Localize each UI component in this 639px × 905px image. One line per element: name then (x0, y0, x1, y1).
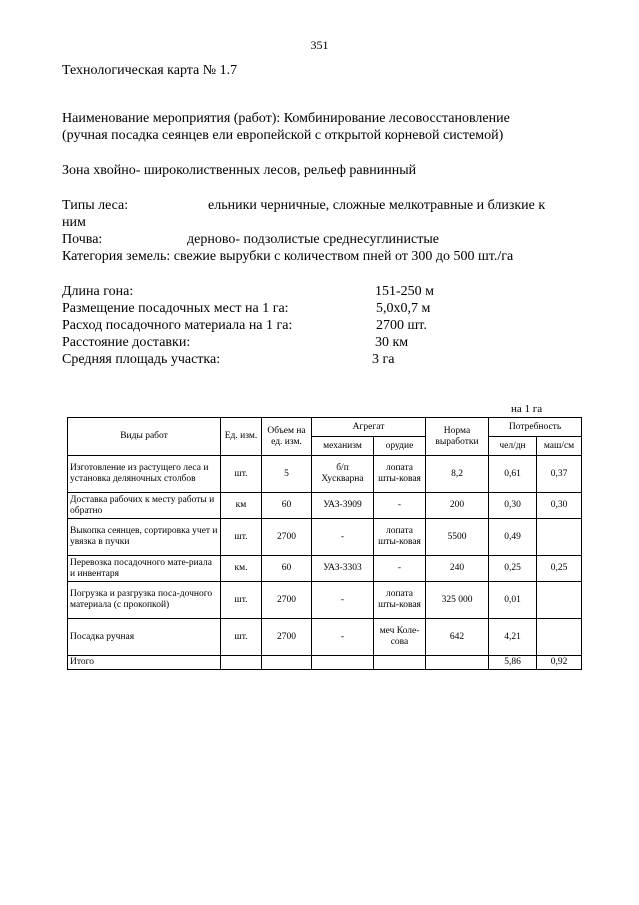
param-label: Размещение посадочных мест на 1 га: (62, 301, 289, 316)
table-row (68, 456, 582, 493)
forest-types-value-line-1: ельники черничные, сложные мелкотравные и близкие к (208, 198, 546, 213)
cell-total-label: Итого (68, 656, 221, 670)
cell-man-days: 0,25 (489, 556, 537, 582)
cell-volume: 60 (262, 493, 312, 519)
forest-types-value-line-2: ним (62, 215, 86, 230)
table-row (68, 619, 582, 656)
cell-mechanism: - (312, 619, 374, 656)
table-row (68, 582, 582, 619)
cell-machine-shifts: 0,30 (537, 493, 582, 519)
cell-unit: шт. (221, 456, 262, 493)
cell-volume: 60 (262, 556, 312, 582)
work-table (67, 417, 582, 670)
cell-man-days: 4,21 (489, 619, 537, 656)
param-value: 3 га (372, 352, 395, 367)
document-title: Технологическая карта № 1.7 (62, 63, 238, 78)
header-machine-shifts: маш/см (537, 437, 582, 456)
header-unit: Ед. изм. (221, 418, 262, 456)
cell-norm: 325 000 (426, 582, 489, 619)
cell-empty (374, 656, 426, 670)
cell-empty (312, 656, 374, 670)
header-work-types: Виды работ (68, 418, 221, 456)
param-label: Средняя площадь участка: (62, 352, 221, 367)
cell-tool: - (374, 556, 426, 582)
param-label: Расход посадочного материала на 1 га: (62, 318, 293, 333)
cell-volume: 2700 (262, 619, 312, 656)
cell-man-days: 0,49 (489, 519, 537, 556)
cell-tool: лопата шты-ковая (374, 519, 426, 556)
soil-value: дерново- подзолистые среднесуглинистые (187, 232, 439, 247)
cell-machine-shifts (537, 519, 582, 556)
cell-machine-shifts: 0,37 (537, 456, 582, 493)
header-volume: Объем на ед. изм. (262, 418, 312, 456)
event-name-line-2: (ручная посадка сеянцев ели европейской с открытой корневой системой) (62, 128, 504, 143)
cell-work: Выкопка сеянцев, сортировка учет и увязка в пучки (68, 519, 221, 556)
cell-tool: меч Коле-сова (374, 619, 426, 656)
cell-unit: км. (221, 556, 262, 582)
cell-volume: 5 (262, 456, 312, 493)
cell-mechanism: - (312, 519, 374, 556)
cell-norm: 642 (426, 619, 489, 656)
param-label: Расстояние доставки: (62, 335, 191, 350)
cell-work: Доставка рабочих к месту работы и обратно (68, 493, 221, 519)
table-row (68, 493, 582, 519)
cell-machine-shifts: 0,25 (537, 556, 582, 582)
table-row (68, 556, 582, 582)
cell-unit: шт. (221, 619, 262, 656)
header-man-days: чел/дн (489, 437, 537, 456)
param-value: 30 км (375, 335, 409, 350)
header-norm: Норма выработки (426, 418, 489, 456)
param-value: 151-250 м (375, 284, 435, 299)
param-value: 5,0х0,7 м (376, 301, 431, 316)
cell-total-man-days: 5,86 (489, 656, 537, 670)
cell-unit: км (221, 493, 262, 519)
cell-work: Изготовление из растущего леса и установка деляночных столбов (68, 456, 221, 493)
cell-norm: 200 (426, 493, 489, 519)
cell-unit: шт. (221, 582, 262, 619)
page-number: 351 (310, 38, 329, 52)
cell-volume: 2700 (262, 519, 312, 556)
cell-total-machine-shifts: 0,92 (537, 656, 582, 670)
soil-label: Почва: (62, 232, 103, 247)
header-mechanism: механизм (312, 437, 374, 456)
cell-empty (262, 656, 312, 670)
cell-mechanism: б/п Хускварна (312, 456, 374, 493)
header-tool: орудие (374, 437, 426, 456)
cell-mechanism: - (312, 582, 374, 619)
cell-empty (426, 656, 489, 670)
cell-man-days: 0,01 (489, 582, 537, 619)
cell-tool: лопата шты-ковая (374, 456, 426, 493)
cell-norm: 8,2 (426, 456, 489, 493)
cell-norm: 5500 (426, 519, 489, 556)
param-value: 2700 шт. (376, 318, 427, 333)
land-category: Категория земель: свежие вырубки с количеством пней от 300 до 500 шт./га (62, 249, 514, 264)
param-label: Длина гона: (62, 284, 134, 299)
cell-mechanism: УАЗ-3909 (312, 493, 374, 519)
header-need: Потребность (489, 418, 582, 437)
cell-man-days: 0,61 (489, 456, 537, 493)
event-name-line-1: Наименование мероприятия (работ): Комбинирование лесовосстановление (62, 111, 510, 126)
cell-machine-shifts (537, 582, 582, 619)
cell-tool: лопата шты-ковая (374, 582, 426, 619)
table-row (68, 519, 582, 556)
cell-norm: 240 (426, 556, 489, 582)
cell-tool: - (374, 493, 426, 519)
cell-machine-shifts (537, 619, 582, 656)
cell-work: Погрузка и разгрузка поса-дочного материала (с прокопкой) (68, 582, 221, 619)
cell-work: Перевозка посадочного мате-риала и инвентаря (68, 556, 221, 582)
table-note: на 1 га (511, 403, 543, 415)
forest-types-label: Типы леса: (62, 198, 129, 213)
table-total-row (68, 656, 582, 670)
header-aggregate: Агрегат (312, 418, 426, 437)
zone-text: Зона хвойно- широколиственных лесов, рельеф равнинный (62, 163, 417, 178)
cell-man-days: 0,30 (489, 493, 537, 519)
cell-mechanism: УАЗ-3303 (312, 556, 374, 582)
cell-empty (221, 656, 262, 670)
cell-unit: шт. (221, 519, 262, 556)
cell-work: Посадка ручная (68, 619, 221, 656)
cell-volume: 2700 (262, 582, 312, 619)
